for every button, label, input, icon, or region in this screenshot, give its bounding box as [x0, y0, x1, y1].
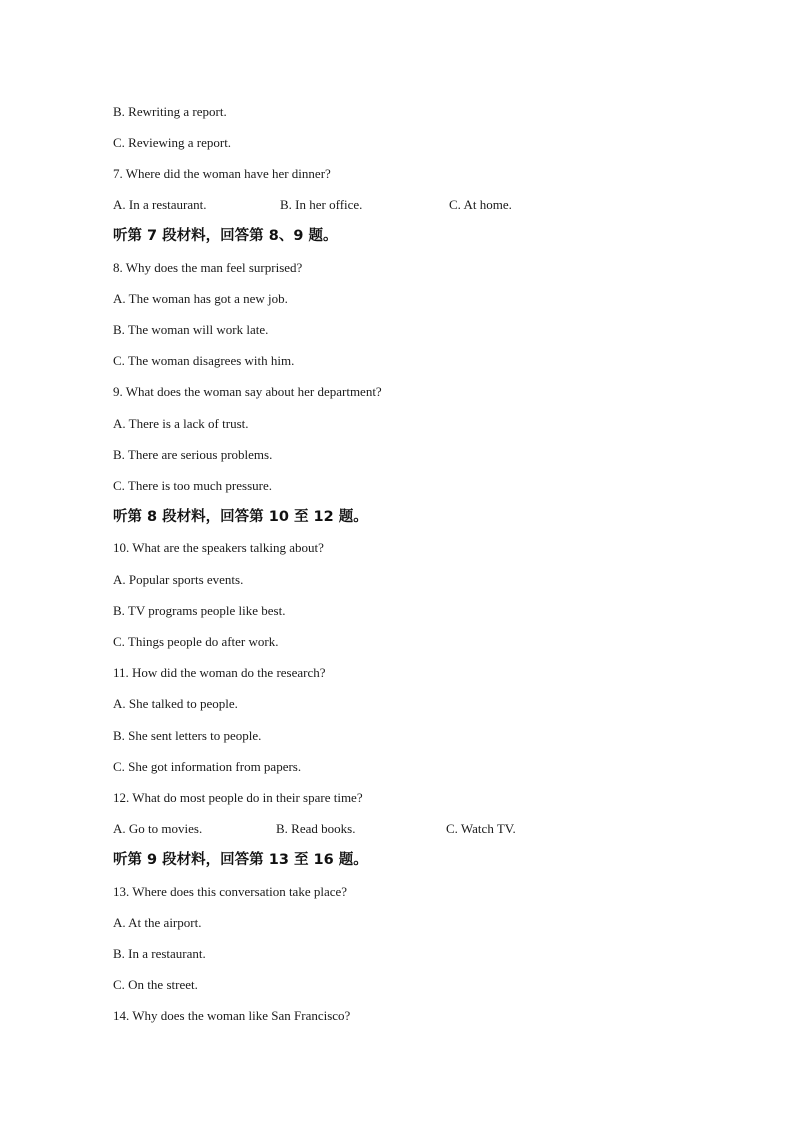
- q8-option-b: B. The woman will work late.: [113, 322, 269, 337]
- question-14: 14. Why does the woman like San Francisco?: [113, 1008, 351, 1023]
- q12-option-b: B. Read books.: [276, 821, 356, 836]
- q9-option-c: C. There is too much pressure.: [113, 478, 272, 493]
- question-7: 7. Where did the woman have her dinner?: [113, 166, 331, 181]
- q11-option-c: C. She got information from papers.: [113, 759, 302, 774]
- q9-option-b: B. There are serious problems.: [113, 447, 273, 462]
- question-10: 10. What are the speakers talking about?: [113, 540, 324, 555]
- q10-option-a: A. Popular sports events.: [113, 572, 244, 587]
- question-13: 13. Where does this conversation take place?: [113, 884, 348, 899]
- q13-option-b: B. In a restaurant.: [113, 946, 206, 961]
- q9-option-a: A. There is a lack of trust.: [113, 416, 249, 431]
- q11-option-b: B. She sent letters to people.: [113, 728, 262, 743]
- q12-option-c: C. Watch TV.: [446, 821, 516, 836]
- q7-option-b: B. In her office.: [280, 197, 363, 212]
- q10-option-c: C. Things people do after work.: [113, 634, 279, 649]
- q8-option-a: A. The woman has got a new job.: [113, 291, 288, 306]
- section-heading-8: 听第 8 段材料，回答第 10 至 12 题。: [113, 509, 368, 525]
- q6-option-b: B. Rewriting a report.: [113, 104, 227, 119]
- q12-options-row: [113, 821, 633, 837]
- section-heading-9: 听第 9 段材料，回答第 13 至 16 题。: [113, 852, 368, 868]
- q11-option-a: A. She talked to people.: [113, 696, 238, 711]
- q7-option-c: C. At home.: [449, 197, 512, 212]
- q13-option-c: C. On the street.: [113, 977, 198, 992]
- q8-option-c: C. The woman disagrees with him.: [113, 353, 295, 368]
- question-9: 9. What does the woman say about her department?: [113, 384, 382, 399]
- question-11: 11. How did the woman do the research?: [113, 665, 326, 680]
- question-12: 12. What do most people do in their spare time?: [113, 790, 363, 805]
- q13-option-a: A. At the airport.: [113, 915, 202, 930]
- section-heading-7: 听第 7 段材料，回答第 8、9 题。: [113, 228, 338, 244]
- question-8: 8. Why does the man feel surprised?: [113, 260, 303, 275]
- q10-option-b: B. TV programs people like best.: [113, 603, 286, 618]
- q7-option-a: A. In a restaurant.: [113, 197, 207, 212]
- q7-options-row: [113, 197, 633, 213]
- q12-option-a: A. Go to movies.: [113, 821, 203, 836]
- q6-option-c: C. Reviewing a report.: [113, 135, 232, 150]
